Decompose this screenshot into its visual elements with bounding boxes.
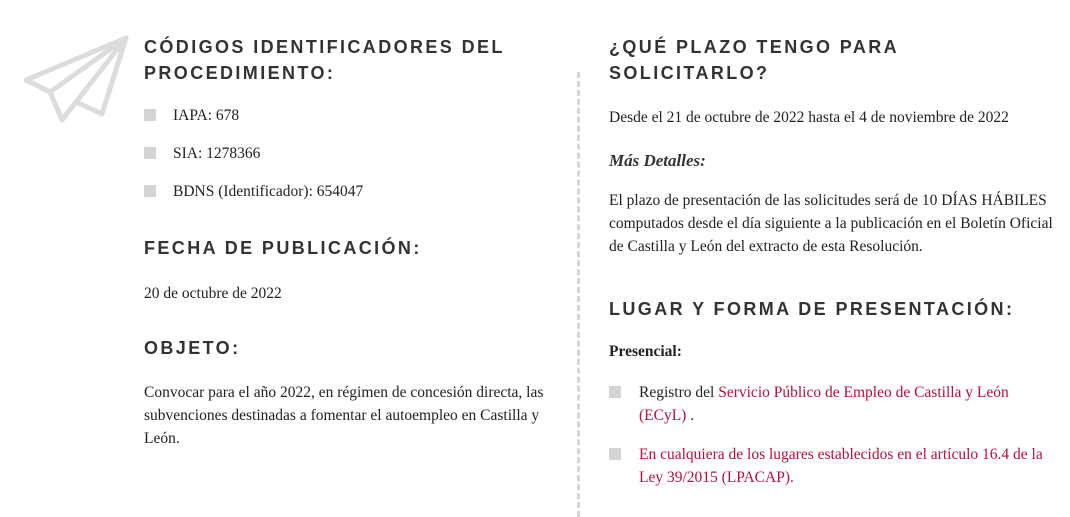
list-item xyxy=(609,381,1059,427)
square-bullet-icon xyxy=(144,185,156,197)
square-bullet-icon xyxy=(609,386,621,398)
right-column xyxy=(609,34,1059,505)
left-column xyxy=(144,34,554,450)
fecha-title: FECHA DE PUBLICACIÓN: xyxy=(144,238,422,258)
registro-suffix: . xyxy=(686,407,695,424)
lugar-title: LUGAR Y FORMA DE PRESENTACIÓN: xyxy=(609,299,1015,319)
column-divider xyxy=(577,72,580,517)
codigos-title: CÓDIGOS IDENTIFICADORES DEL PROCEDIMIENTO: xyxy=(144,37,505,83)
codigos-list xyxy=(144,104,554,203)
objeto-title: OBJETO: xyxy=(144,338,241,358)
list-item xyxy=(144,180,554,203)
plazo-text: Desde el 21 de octubre de 2022 hasta el 4 de noviembre de 2022 xyxy=(609,109,1009,126)
square-bullet-icon xyxy=(609,448,621,460)
codigo-sia: SIA: 1278366 xyxy=(173,145,261,162)
mas-detalles-text: El plazo de presentación de las solicitudes será de 10 DÍAS HÁBILES computados desde el día siguiente a la publicación en el Boletín Oficial de Castilla y León del extracto de esta Resolución. xyxy=(609,192,1053,255)
lpacap-link[interactable]: En cualquiera de los lugares establecidos en el artículo 16.4 de la Ley 39/2015 (LPACAP). xyxy=(639,446,1043,486)
lugar-list xyxy=(609,381,1059,489)
codigo-bdns: BDNS (Identificador): 654047 xyxy=(173,183,364,200)
plazo-title: ¿QUÉ PLAZO TENGO PARA SOLICITARLO? xyxy=(609,37,899,83)
square-bullet-icon xyxy=(144,109,156,121)
fecha-value: 20 de octubre de 2022 xyxy=(144,285,282,302)
ecyl-link[interactable]: Servicio Público de Empleo de Castilla y León (ECyL) xyxy=(639,384,1009,424)
presencial-label: Presencial: xyxy=(609,343,682,360)
square-bullet-icon xyxy=(144,147,156,159)
paper-plane-icon xyxy=(22,34,130,126)
objeto-text: Convocar para el año 2022, en régimen de concesión directa, las subvenciones destinadas a fomentar el autoempleo en Castilla y León. xyxy=(144,384,544,447)
mas-detalles-label: Más Detalles: xyxy=(609,151,706,170)
codigo-iapa: IAPA: 678 xyxy=(173,107,240,124)
list-item xyxy=(144,104,554,127)
list-item xyxy=(609,443,1059,489)
registro-prefix: Registro del xyxy=(639,384,719,401)
list-item xyxy=(144,142,554,165)
